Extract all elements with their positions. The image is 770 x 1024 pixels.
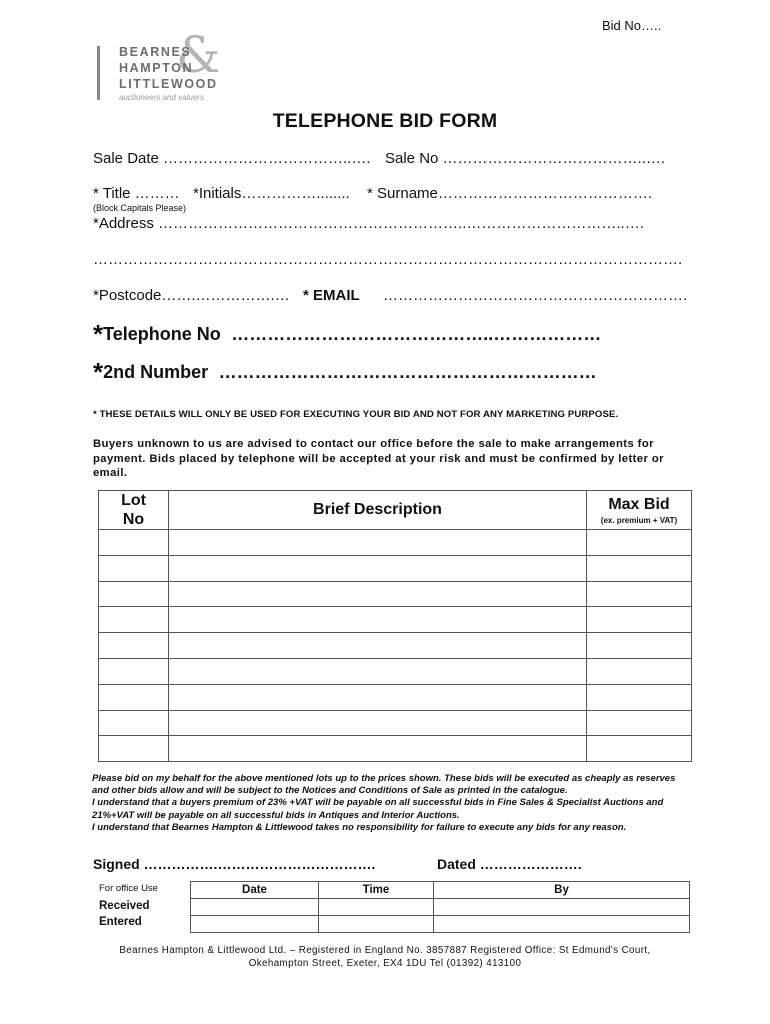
- email-label: * EMAIL: [303, 287, 360, 304]
- lot-no-cell[interactable]: [99, 555, 169, 581]
- office-use-table: [190, 881, 690, 933]
- form-title: TELEPHONE BID FORM: [272, 110, 498, 132]
- description-cell[interactable]: [169, 633, 587, 659]
- second-number-label: 2nd Number: [103, 362, 209, 382]
- lot-no-cell[interactable]: [99, 710, 169, 736]
- max-bid-header: Max Bid (ex. premium + VAT): [587, 491, 692, 530]
- max-bid-cell[interactable]: [587, 710, 692, 736]
- entered-label: Entered: [99, 916, 142, 928]
- initials-field[interactable]: *Initials……………........: [193, 185, 350, 202]
- entered-time-cell[interactable]: [319, 916, 434, 933]
- terms-paragraph-2: I understand that a buyers premium of 23% +VAT will be payable on all successful bids in Fine Sales & Specialist Auctions and 21%+VAT will be payable on all successful bids in Antiques and Interior Auctions.: [92, 797, 664, 821]
- lot-no-cell[interactable]: [99, 530, 169, 556]
- logo-ampersand: &: [176, 26, 221, 84]
- details-usage-note: * THESE DETAILS WILL ONLY BE USED FOR EXECUTING YOUR BID AND NOT FOR ANY MARKETING PURPOSE.: [93, 409, 619, 420]
- title-field[interactable]: * Title ………: [93, 185, 180, 202]
- dated-field[interactable]: Dated ………………….: [437, 856, 582, 872]
- logo-line-1: BEARNES: [119, 45, 192, 59]
- telephone-label: Telephone No: [103, 324, 221, 344]
- description-cell[interactable]: [169, 607, 587, 633]
- received-label: Received: [99, 900, 150, 912]
- table-row: [99, 684, 692, 710]
- table-row: [99, 710, 692, 736]
- sale-no-field[interactable]: Sale No …………………………………..….: [385, 150, 666, 167]
- description-cell[interactable]: [169, 555, 587, 581]
- terms-text: [92, 773, 692, 834]
- table-row: [99, 736, 692, 762]
- logo-line-2: HAMPTON: [119, 61, 194, 75]
- lot-no-cell[interactable]: [99, 736, 169, 762]
- footer-line-2: Okehampton Street, Exeter, EX4 1DU Tel (01392) 413100: [248, 958, 522, 969]
- address-line-2-field[interactable]: ……………………………………………………………………………………………………….: [93, 251, 683, 268]
- lot-no-cell[interactable]: [99, 684, 169, 710]
- telephone-field[interactable]: ……………………………………..………………: [231, 324, 602, 344]
- buyers-notice: Buyers unknown to us are advised to contact our office before the sale to make arrangements for payment. Bids placed by telephone will be accepted at your risk and must be confirmed by letter or email.: [93, 438, 664, 479]
- received-by-cell[interactable]: [434, 899, 690, 916]
- office-by-header: By: [434, 882, 690, 899]
- office-time-header: Time: [319, 882, 434, 899]
- max-bid-cell[interactable]: [587, 684, 692, 710]
- received-row: [191, 899, 690, 916]
- logo-tagline: auctioneers and valuers: [119, 93, 204, 102]
- max-bid-subheader: (ex. premium + VAT): [600, 515, 678, 525]
- received-date-cell[interactable]: [191, 899, 319, 916]
- max-bid-cell[interactable]: [587, 633, 692, 659]
- postcode-field[interactable]: *Postcode…….…………….…: [93, 287, 290, 304]
- terms-paragraph-1: Please bid on my behalf for the above mentioned lots up to the prices shown. These bids will be executed as cheaply as reserves and other bids allow and will be subject to the Notices and Conditions of Sale as printed in the catalogue.: [92, 773, 676, 797]
- max-bid-cell[interactable]: [587, 607, 692, 633]
- lot-bid-table: [98, 490, 692, 762]
- email-field[interactable]: …………………………………………………….: [383, 287, 688, 304]
- lot-no-header: Lot No: [99, 491, 169, 530]
- second-number-required-star: *: [93, 357, 104, 387]
- max-bid-cell[interactable]: [587, 581, 692, 607]
- table-row: [99, 607, 692, 633]
- sale-date-field[interactable]: Sale Date ………………………………..….: [93, 150, 371, 167]
- entered-date-cell[interactable]: [191, 916, 319, 933]
- table-row: [99, 530, 692, 556]
- description-cell[interactable]: [169, 710, 587, 736]
- lot-no-cell[interactable]: [99, 658, 169, 684]
- surname-field[interactable]: * Surname…………………………………….: [367, 185, 653, 202]
- table-row: [99, 658, 692, 684]
- table-row: [99, 581, 692, 607]
- entered-by-cell[interactable]: [434, 916, 690, 933]
- bid-number-label: Bid No…..: [602, 18, 662, 33]
- max-bid-cell[interactable]: [587, 555, 692, 581]
- block-capitals-note: (Block Capitals Please): [93, 203, 187, 213]
- office-date-header: Date: [191, 882, 319, 899]
- lot-no-cell[interactable]: [99, 633, 169, 659]
- telephone-required-star: *: [93, 319, 104, 349]
- address-field[interactable]: *Address ……………………………………………………..…………………………..….: [93, 215, 644, 232]
- received-time-cell[interactable]: [319, 899, 434, 916]
- description-cell[interactable]: [169, 581, 587, 607]
- description-cell[interactable]: [169, 530, 587, 556]
- office-use-label: For office Use: [99, 883, 158, 894]
- description-cell[interactable]: [169, 658, 587, 684]
- lot-no-cell[interactable]: [99, 607, 169, 633]
- telephone-row[interactable]: [93, 319, 602, 349]
- description-cell[interactable]: [169, 684, 587, 710]
- table-row: [99, 633, 692, 659]
- logo-bar: [97, 46, 100, 100]
- max-bid-cell[interactable]: [587, 530, 692, 556]
- entered-row: [191, 916, 690, 933]
- signed-field[interactable]: Signed …………….…………………………….: [93, 856, 376, 872]
- logo-line-3: LITTLEWOOD: [119, 77, 218, 91]
- max-bid-cell[interactable]: [587, 736, 692, 762]
- lot-no-cell[interactable]: [99, 581, 169, 607]
- second-number-field[interactable]: ………………………………………………………: [218, 362, 597, 382]
- description-cell[interactable]: [169, 736, 587, 762]
- description-header: Brief Description: [169, 491, 587, 530]
- terms-paragraph-3: I understand that Bearnes Hampton & Littlewood takes no responsibility for failure to execute any bids for any reason.: [92, 821, 627, 833]
- footer-line-1: Bearnes Hampton & Littlewood Ltd. – Registered in England No. 3857887 Registered Office: St Edmund's Court,: [119, 945, 651, 956]
- second-number-row[interactable]: [93, 357, 597, 387]
- max-bid-cell[interactable]: [587, 658, 692, 684]
- table-row: [99, 555, 692, 581]
